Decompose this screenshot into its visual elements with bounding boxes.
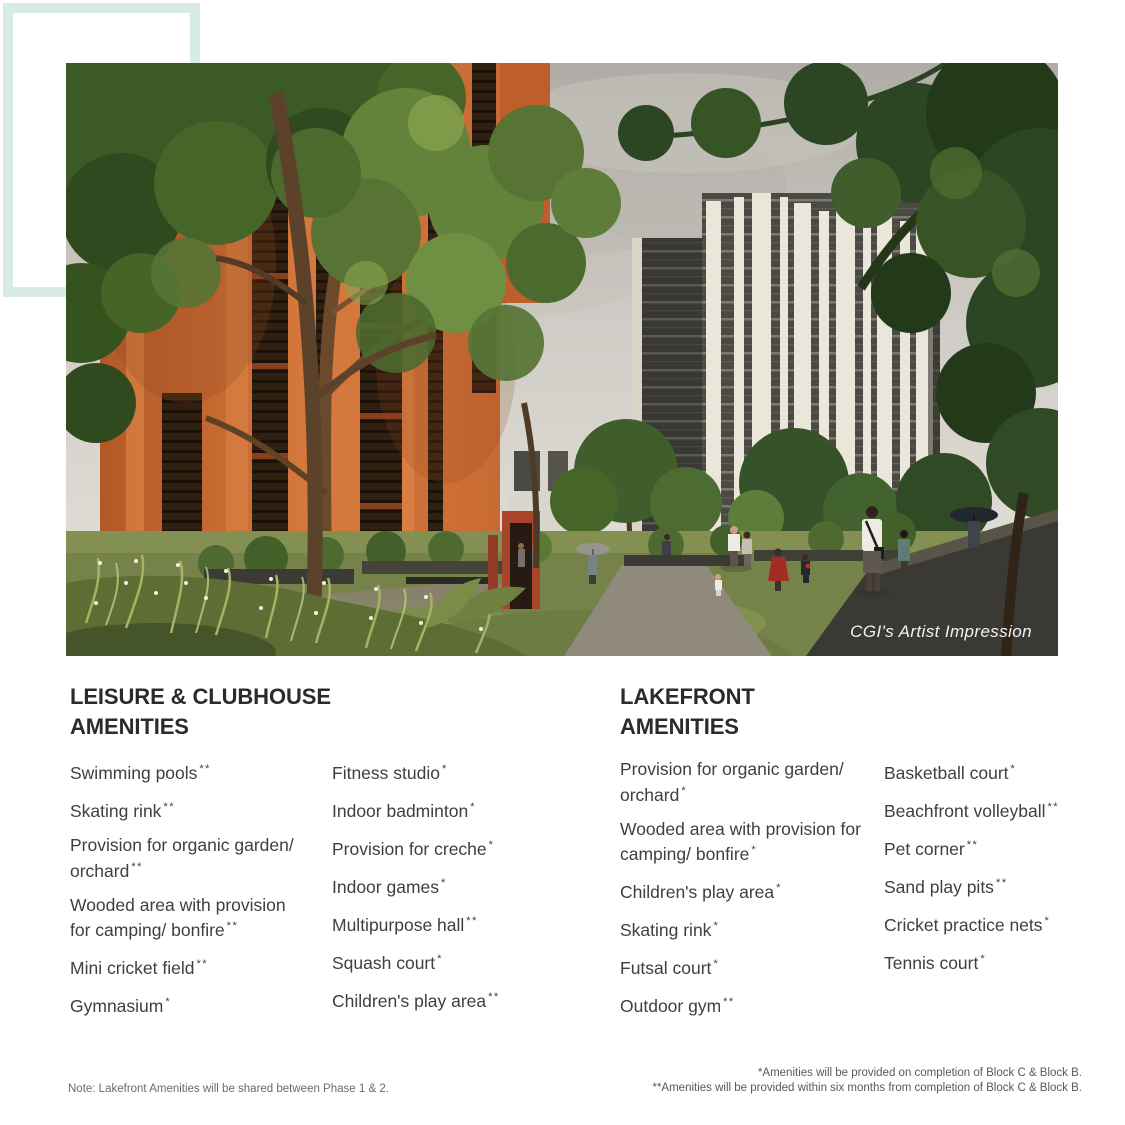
toddler [715, 574, 722, 596]
amenity-item [884, 949, 1096, 975]
amenity-text: Fitness studio [332, 763, 440, 783]
amenity-text: Children's play area [620, 882, 775, 902]
amenity-text: Mini cricket field [70, 958, 195, 978]
amenity-item [332, 987, 570, 1013]
amenity-item [332, 797, 570, 823]
amenity-marker: * [165, 996, 172, 1008]
title-line: LAKEFRONT [620, 684, 755, 709]
amenity-text: Gymnasium [70, 996, 164, 1016]
amenity-text: Wooded area with provision for camping/ bonfire [620, 818, 861, 864]
amenity-item [332, 835, 570, 861]
amenity-text: Skating rink [70, 801, 162, 821]
amenity-item [332, 873, 570, 899]
amenity-text: Outdoor gym [620, 996, 722, 1016]
leisure-amenities-column-1 [70, 759, 308, 1030]
amenity-marker: ** [966, 839, 979, 851]
amenity-item [332, 949, 570, 975]
section-title-lakefront [620, 682, 755, 741]
amenity-text: Cricket practice nets [884, 915, 1043, 935]
amenity-marker: * [713, 920, 720, 932]
amenity-text: Multipurpose hall [332, 915, 465, 935]
amenity-text: Tennis court [884, 953, 979, 973]
amenity-marker: * [437, 953, 443, 965]
amenity-item [70, 954, 308, 980]
title-line: LEISURE & CLUBHOUSE [70, 684, 331, 709]
amenity-item [620, 992, 872, 1018]
amenity-text: Provision for organic garden/ orchard [70, 835, 294, 881]
amenity-text: Wooded area with provision for camping/ bonfire [70, 894, 286, 940]
amenity-item [70, 835, 308, 882]
amenity-text: Pet corner [884, 839, 965, 859]
amenity-item [884, 911, 1096, 937]
amenity-item [70, 759, 308, 785]
amenity-marker: ** [466, 915, 478, 927]
amenity-item [620, 916, 872, 942]
amenity-text: Provision for creche [332, 839, 487, 859]
amenity-item [884, 873, 1096, 899]
section-title-leisure-clubhouse [70, 682, 331, 741]
amenity-text: Squash court [332, 953, 436, 973]
amenity-marker: ** [1047, 801, 1060, 813]
amenity-marker: ** [488, 991, 500, 1003]
amenity-item [620, 878, 872, 904]
amenity-text: Indoor games [332, 877, 440, 897]
amenity-marker: * [441, 877, 447, 889]
amenity-text: Provision for organic garden/ orchard [620, 759, 844, 805]
amenity-text: Basketball court [884, 763, 1009, 783]
amenity-marker: ** [226, 920, 239, 932]
lakefront-amenities-column-2 [884, 759, 1096, 987]
amenity-marker: ** [131, 860, 143, 873]
amenity-marker: * [1044, 915, 1051, 927]
amenity-text: Indoor badminton [332, 801, 469, 821]
image-caption: CGI's Artist Impression [850, 622, 1032, 641]
amenity-text: Beachfront volleyball [884, 801, 1046, 821]
title-line: AMENITIES [70, 713, 189, 739]
amenity-marker: * [681, 784, 688, 797]
amenity-item [884, 759, 1096, 785]
amenity-marker: ** [723, 996, 735, 1008]
amenity-marker: * [751, 844, 758, 856]
amenity-marker: * [776, 882, 782, 894]
amenity-item [620, 819, 872, 866]
amenity-text: Futsal court [620, 958, 712, 978]
amenity-item [884, 835, 1096, 861]
footnote-double-asterisk: **Amenities will be provided within six months from completion of Block C & Block B. [652, 1082, 1082, 1094]
amenity-text: Skating rink [620, 920, 712, 940]
amenity-item [620, 759, 872, 806]
footnote-single-asterisk: *Amenities will be provided on completion of Block C & Block B. [757, 1067, 1082, 1079]
footnote-left: Note: Lakefront Amenities will be shared between Phase 1 & 2. [68, 1083, 389, 1095]
amenity-item [332, 911, 570, 937]
amenity-item [70, 992, 308, 1018]
amenity-marker: * [441, 763, 448, 775]
lakefront-amenities-column-1 [620, 759, 872, 1030]
amenity-item [70, 797, 308, 823]
amenity-text: Children's play area [332, 991, 487, 1011]
amenity-marker: * [980, 953, 987, 965]
amenity-item [620, 954, 872, 980]
amenity-item [332, 759, 570, 785]
title-line: AMENITIES [620, 713, 739, 739]
amenity-marker: * [488, 839, 495, 851]
amenity-item [70, 895, 308, 942]
leisure-amenities-column-2 [332, 759, 570, 1025]
amenity-marker: * [713, 958, 720, 970]
amenity-marker: * [470, 801, 476, 813]
amenity-item [884, 797, 1096, 823]
footnotes-right [652, 1066, 1082, 1096]
amenity-text: Swimming pools [70, 763, 198, 783]
amenity-marker: ** [199, 763, 211, 775]
amenity-marker: ** [163, 801, 175, 813]
hero-architectural-rendering [66, 63, 1058, 656]
rendering-scene [66, 63, 1058, 656]
amenity-text: Sand play pits [884, 877, 994, 897]
amenity-marker: ** [995, 877, 1008, 889]
amenity-marker: * [1010, 763, 1017, 775]
amenity-marker: ** [196, 958, 209, 970]
